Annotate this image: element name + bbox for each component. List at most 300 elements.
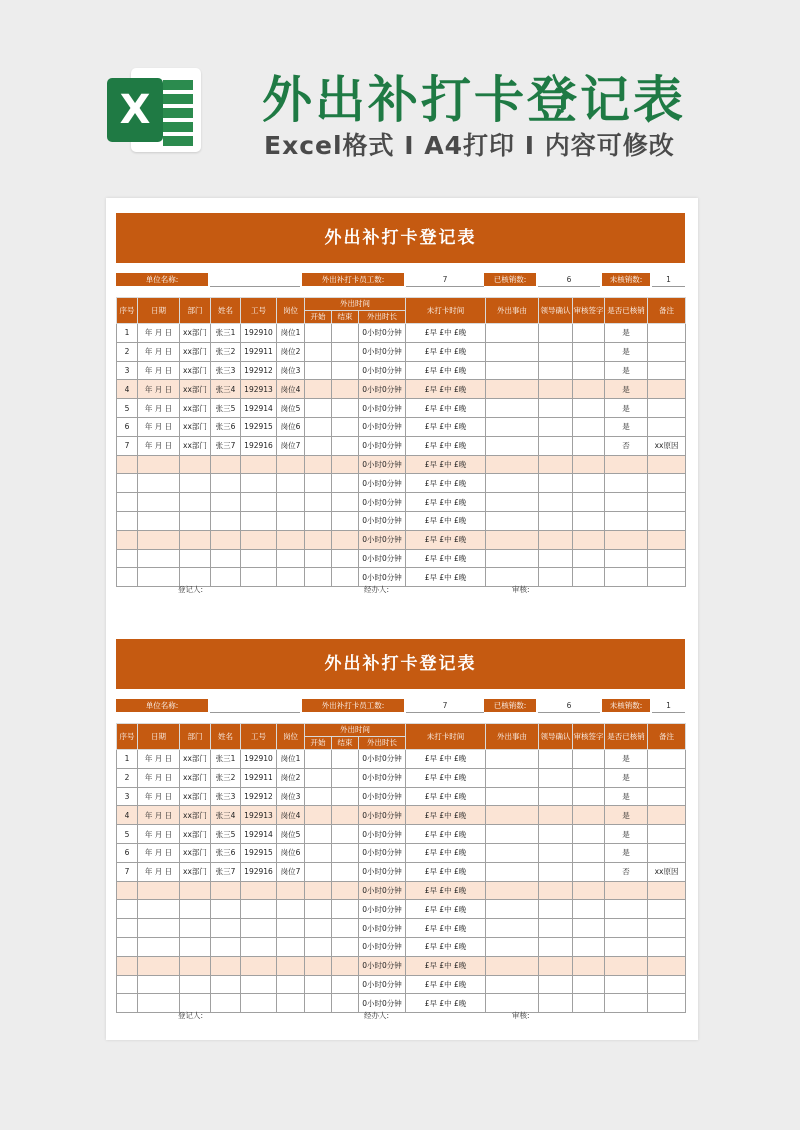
employee-count-value[interactable]: 7 [406,699,484,713]
cell-end[interactable] [332,474,359,493]
cell-end[interactable] [332,806,359,825]
cell-start[interactable] [305,511,332,530]
cell-audit[interactable] [573,768,605,787]
cell-start[interactable] [305,768,332,787]
cell-duration[interactable]: 0小时0分钟 [359,825,406,844]
cell-dept[interactable] [180,937,211,956]
cell-reason[interactable] [486,843,539,862]
cell-reason[interactable] [486,380,539,399]
cell-date[interactable]: 年 月 日 [138,342,180,361]
employee-count-value[interactable]: 7 [406,273,484,287]
cell-writeoff[interactable] [605,956,648,975]
cell-name[interactable]: 张三2 [211,342,241,361]
cell-audit[interactable] [573,881,605,900]
cell-seq[interactable]: 3 [117,361,138,380]
cell-audit[interactable] [573,919,605,938]
cell-seq[interactable]: 7 [117,436,138,455]
cell-note[interactable] [648,787,686,806]
cell-end[interactable] [332,361,359,380]
cell-reason[interactable] [486,342,539,361]
cell-writeoff[interactable]: 是 [605,417,648,436]
cell-missed[interactable]: £早 £中 £晚 [406,975,486,994]
cell-audit[interactable] [573,900,605,919]
cell-name[interactable] [211,900,241,919]
cell-missed[interactable]: £早 £中 £晚 [406,994,486,1013]
cell-writeoff[interactable]: 是 [605,380,648,399]
cell-end[interactable] [332,900,359,919]
cell-post[interactable] [277,511,305,530]
cell-dept[interactable]: xx部门 [180,787,211,806]
cell-end[interactable] [332,530,359,549]
cell-post[interactable]: 岗位3 [277,361,305,380]
cell-post[interactable]: 岗位6 [277,417,305,436]
cell-name[interactable]: 张三1 [211,324,241,343]
cell-start[interactable] [305,549,332,568]
cell-dept[interactable] [180,956,211,975]
cell-duration[interactable]: 0小时0分钟 [359,530,406,549]
cell-reason[interactable] [486,975,539,994]
cell-missed[interactable]: £早 £中 £晚 [406,436,486,455]
cell-end[interactable] [332,787,359,806]
cell-id[interactable]: 192916 [241,436,277,455]
cell-start[interactable] [305,787,332,806]
cell-id[interactable]: 192912 [241,787,277,806]
cell-duration[interactable]: 0小时0分钟 [359,919,406,938]
cell-date[interactable] [138,493,180,512]
cell-date[interactable] [138,549,180,568]
cell-writeoff[interactable]: 是 [605,825,648,844]
cell-date[interactable]: 年 月 日 [138,750,180,769]
cell-date[interactable]: 年 月 日 [138,787,180,806]
cell-id[interactable]: 192915 [241,417,277,436]
cell-reason[interactable] [486,919,539,938]
cell-date[interactable] [138,455,180,474]
cell-audit[interactable] [573,806,605,825]
cell-name[interactable] [211,956,241,975]
cell-seq[interactable]: 6 [117,843,138,862]
cell-post[interactable]: 岗位4 [277,806,305,825]
cell-audit[interactable] [573,843,605,862]
cell-post[interactable]: 岗位4 [277,380,305,399]
cell-date[interactable] [138,919,180,938]
cell-post[interactable]: 岗位2 [277,342,305,361]
cell-end[interactable] [332,862,359,881]
cell-duration[interactable]: 0小时0分钟 [359,750,406,769]
cell-name[interactable]: 张三3 [211,361,241,380]
cell-start[interactable] [305,881,332,900]
cell-seq[interactable] [117,937,138,956]
cell-dept[interactable] [180,511,211,530]
cell-seq[interactable] [117,511,138,530]
cell-note[interactable] [648,549,686,568]
cell-id[interactable] [241,937,277,956]
cell-start[interactable] [305,937,332,956]
cell-start[interactable] [305,342,332,361]
cell-dept[interactable] [180,455,211,474]
cell-end[interactable] [332,342,359,361]
cell-end[interactable] [332,750,359,769]
cell-leader[interactable] [539,474,573,493]
cell-id[interactable]: 192910 [241,324,277,343]
cell-name[interactable] [211,975,241,994]
cell-leader[interactable] [539,324,573,343]
cell-seq[interactable] [117,956,138,975]
cell-date[interactable]: 年 月 日 [138,417,180,436]
cell-reason[interactable] [486,417,539,436]
writeoff-count-value[interactable]: 6 [538,273,600,287]
cell-date[interactable] [138,474,180,493]
cell-post[interactable] [277,956,305,975]
cell-id[interactable]: 192914 [241,399,277,418]
cell-note[interactable] [648,324,686,343]
cell-duration[interactable]: 0小时0分钟 [359,900,406,919]
cell-note[interactable] [648,825,686,844]
cell-note[interactable] [648,750,686,769]
cell-leader[interactable] [539,549,573,568]
cell-reason[interactable] [486,436,539,455]
cell-audit[interactable] [573,399,605,418]
cell-date[interactable]: 年 月 日 [138,825,180,844]
cell-name[interactable] [211,937,241,956]
cell-id[interactable]: 192910 [241,750,277,769]
cell-seq[interactable] [117,474,138,493]
cell-missed[interactable]: £早 £中 £晚 [406,342,486,361]
cell-writeoff[interactable] [605,511,648,530]
cell-audit[interactable] [573,474,605,493]
cell-end[interactable] [332,493,359,512]
cell-date[interactable] [138,956,180,975]
cell-end[interactable] [332,937,359,956]
cell-reason[interactable] [486,455,539,474]
cell-post[interactable] [277,919,305,938]
cell-leader[interactable] [539,900,573,919]
cell-dept[interactable] [180,493,211,512]
cell-writeoff[interactable]: 是 [605,768,648,787]
cell-writeoff[interactable]: 是 [605,750,648,769]
cell-duration[interactable]: 0小时0分钟 [359,787,406,806]
cell-date[interactable] [138,937,180,956]
cell-date[interactable]: 年 月 日 [138,436,180,455]
cell-reason[interactable] [486,787,539,806]
cell-start[interactable] [305,455,332,474]
cell-duration[interactable]: 0小时0分钟 [359,768,406,787]
cell-date[interactable]: 年 月 日 [138,380,180,399]
cell-audit[interactable] [573,975,605,994]
cell-audit[interactable] [573,511,605,530]
cell-seq[interactable]: 5 [117,825,138,844]
cell-start[interactable] [305,825,332,844]
cell-audit[interactable] [573,787,605,806]
cell-missed[interactable]: £早 £中 £晚 [406,380,486,399]
cell-reason[interactable] [486,549,539,568]
cell-date[interactable]: 年 月 日 [138,806,180,825]
cell-seq[interactable]: 7 [117,862,138,881]
cell-duration[interactable]: 0小时0分钟 [359,324,406,343]
cell-duration[interactable]: 0小时0分钟 [359,843,406,862]
cell-missed[interactable]: £早 £中 £晚 [406,768,486,787]
cell-missed[interactable]: £早 £中 £晚 [406,530,486,549]
cell-name[interactable] [211,511,241,530]
cell-reason[interactable] [486,324,539,343]
cell-leader[interactable] [539,380,573,399]
cell-writeoff[interactable]: 是 [605,324,648,343]
cell-reason[interactable] [486,825,539,844]
cell-reason[interactable] [486,956,539,975]
cell-duration[interactable]: 0小时0分钟 [359,436,406,455]
cell-post[interactable]: 岗位7 [277,436,305,455]
cell-start[interactable] [305,750,332,769]
cell-seq[interactable] [117,549,138,568]
cell-writeoff[interactable]: 否 [605,436,648,455]
cell-name[interactable] [211,881,241,900]
cell-reason[interactable] [486,862,539,881]
cell-note[interactable]: xx原因 [648,862,686,881]
cell-end[interactable] [332,956,359,975]
cell-leader[interactable] [539,530,573,549]
cell-id[interactable]: 192916 [241,862,277,881]
cell-end[interactable] [332,436,359,455]
cell-audit[interactable] [573,493,605,512]
cell-leader[interactable] [539,825,573,844]
cell-writeoff[interactable]: 是 [605,787,648,806]
cell-leader[interactable] [539,417,573,436]
cell-dept[interactable]: xx部门 [180,361,211,380]
cell-start[interactable] [305,493,332,512]
cell-date[interactable]: 年 月 日 [138,843,180,862]
cell-leader[interactable] [539,361,573,380]
cell-dept[interactable]: xx部门 [180,806,211,825]
cell-note[interactable] [648,342,686,361]
cell-end[interactable] [332,324,359,343]
unit-name-value[interactable] [210,699,300,713]
cell-end[interactable] [332,825,359,844]
cell-writeoff[interactable] [605,900,648,919]
cell-writeoff[interactable]: 是 [605,806,648,825]
cell-end[interactable] [332,975,359,994]
cell-note[interactable] [648,399,686,418]
cell-post[interactable] [277,881,305,900]
cell-seq[interactable]: 1 [117,324,138,343]
cell-audit[interactable] [573,380,605,399]
cell-start[interactable] [305,900,332,919]
cell-note[interactable] [648,881,686,900]
cell-post[interactable]: 岗位5 [277,825,305,844]
cell-post[interactable] [277,530,305,549]
cell-name[interactable] [211,493,241,512]
cell-post[interactable] [277,474,305,493]
cell-seq[interactable]: 2 [117,342,138,361]
cell-id[interactable] [241,493,277,512]
cell-reason[interactable] [486,881,539,900]
cell-duration[interactable]: 0小时0分钟 [359,474,406,493]
cell-seq[interactable]: 3 [117,787,138,806]
cell-start[interactable] [305,956,332,975]
cell-date[interactable] [138,881,180,900]
cell-writeoff[interactable] [605,937,648,956]
cell-name[interactable]: 张三7 [211,436,241,455]
cell-start[interactable] [305,380,332,399]
cell-start[interactable] [305,417,332,436]
cell-reason[interactable] [486,493,539,512]
cell-duration[interactable]: 0小时0分钟 [359,862,406,881]
cell-duration[interactable]: 0小时0分钟 [359,956,406,975]
cell-leader[interactable] [539,975,573,994]
cell-seq[interactable]: 4 [117,380,138,399]
cell-duration[interactable]: 0小时0分钟 [359,806,406,825]
cell-note[interactable] [648,843,686,862]
cell-missed[interactable]: £早 £中 £晚 [406,787,486,806]
cell-date[interactable]: 年 月 日 [138,399,180,418]
cell-duration[interactable]: 0小时0分钟 [359,511,406,530]
cell-note[interactable] [648,975,686,994]
cell-note[interactable] [648,511,686,530]
cell-dept[interactable]: xx部门 [180,380,211,399]
cell-note[interactable] [648,806,686,825]
cell-start[interactable] [305,399,332,418]
cell-post[interactable] [277,549,305,568]
cell-dept[interactable] [180,881,211,900]
cell-start[interactable] [305,862,332,881]
cell-writeoff[interactable] [605,975,648,994]
cell-dept[interactable] [180,900,211,919]
cell-missed[interactable]: £早 £中 £晚 [406,324,486,343]
cell-end[interactable] [332,768,359,787]
cell-seq[interactable] [117,530,138,549]
cell-post[interactable]: 岗位6 [277,843,305,862]
cell-seq[interactable]: 1 [117,750,138,769]
cell-audit[interactable] [573,530,605,549]
cell-missed[interactable]: £早 £中 £晚 [406,361,486,380]
cell-note[interactable] [648,937,686,956]
cell-missed[interactable]: £早 £中 £晚 [406,455,486,474]
cell-end[interactable] [332,511,359,530]
cell-post[interactable]: 岗位2 [277,768,305,787]
cell-start[interactable] [305,806,332,825]
cell-missed[interactable]: £早 £中 £晚 [406,956,486,975]
cell-duration[interactable]: 0小时0分钟 [359,994,406,1013]
cell-start[interactable] [305,361,332,380]
cell-dept[interactable] [180,919,211,938]
cell-post[interactable]: 岗位7 [277,862,305,881]
cell-start[interactable] [305,975,332,994]
cell-reason[interactable] [486,900,539,919]
pending-count-value[interactable]: 1 [652,699,685,713]
cell-missed[interactable]: £早 £中 £晚 [406,493,486,512]
cell-name[interactable] [211,549,241,568]
cell-missed[interactable]: £早 £中 £晚 [406,843,486,862]
cell-start[interactable] [305,324,332,343]
cell-leader[interactable] [539,436,573,455]
cell-post[interactable] [277,900,305,919]
cell-reason[interactable] [486,530,539,549]
cell-leader[interactable] [539,399,573,418]
cell-duration[interactable]: 0小时0分钟 [359,399,406,418]
cell-id[interactable]: 192915 [241,843,277,862]
cell-reason[interactable] [486,474,539,493]
cell-seq[interactable] [117,881,138,900]
cell-missed[interactable]: £早 £中 £晚 [406,417,486,436]
cell-name[interactable]: 张三5 [211,825,241,844]
cell-dept[interactable]: xx部门 [180,324,211,343]
cell-writeoff[interactable]: 是 [605,399,648,418]
cell-end[interactable] [332,919,359,938]
cell-audit[interactable] [573,417,605,436]
cell-note[interactable] [648,900,686,919]
cell-writeoff[interactable]: 是 [605,361,648,380]
cell-id[interactable] [241,919,277,938]
cell-audit[interactable] [573,361,605,380]
cell-dept[interactable] [180,975,211,994]
cell-name[interactable]: 张三5 [211,399,241,418]
cell-missed[interactable]: £早 £中 £晚 [406,937,486,956]
cell-reason[interactable] [486,511,539,530]
cell-name[interactable]: 张三4 [211,380,241,399]
cell-end[interactable] [332,881,359,900]
cell-audit[interactable] [573,825,605,844]
cell-leader[interactable] [539,919,573,938]
cell-audit[interactable] [573,455,605,474]
cell-date[interactable] [138,900,180,919]
cell-start[interactable] [305,474,332,493]
cell-id[interactable] [241,900,277,919]
cell-note[interactable] [648,493,686,512]
cell-reason[interactable] [486,937,539,956]
cell-audit[interactable] [573,937,605,956]
cell-dept[interactable] [180,549,211,568]
cell-audit[interactable] [573,549,605,568]
cell-end[interactable] [332,399,359,418]
cell-reason[interactable] [486,806,539,825]
cell-dept[interactable]: xx部门 [180,825,211,844]
cell-note[interactable] [648,361,686,380]
cell-missed[interactable]: £早 £中 £晚 [406,881,486,900]
cell-duration[interactable]: 0小时0分钟 [359,342,406,361]
cell-date[interactable]: 年 月 日 [138,324,180,343]
cell-note[interactable] [648,530,686,549]
cell-leader[interactable] [539,750,573,769]
writeoff-count-value[interactable]: 6 [538,699,600,713]
cell-duration[interactable]: 0小时0分钟 [359,493,406,512]
cell-id[interactable] [241,511,277,530]
cell-end[interactable] [332,549,359,568]
cell-leader[interactable] [539,787,573,806]
cell-note[interactable] [648,768,686,787]
cell-id[interactable] [241,881,277,900]
cell-start[interactable] [305,436,332,455]
cell-leader[interactable] [539,806,573,825]
cell-name[interactable]: 张三3 [211,787,241,806]
cell-note[interactable] [648,455,686,474]
cell-note[interactable] [648,919,686,938]
cell-missed[interactable]: £早 £中 £晚 [406,825,486,844]
cell-note[interactable] [648,474,686,493]
cell-name[interactable] [211,530,241,549]
cell-missed[interactable]: £早 £中 £晚 [406,511,486,530]
cell-name[interactable]: 张三7 [211,862,241,881]
cell-dept[interactable]: xx部门 [180,750,211,769]
cell-reason[interactable] [486,361,539,380]
cell-writeoff[interactable] [605,530,648,549]
cell-audit[interactable] [573,436,605,455]
cell-start[interactable] [305,919,332,938]
cell-dept[interactable]: xx部门 [180,436,211,455]
cell-leader[interactable] [539,881,573,900]
cell-id[interactable]: 192913 [241,380,277,399]
cell-name[interactable]: 张三2 [211,768,241,787]
cell-writeoff[interactable]: 否 [605,862,648,881]
cell-missed[interactable]: £早 £中 £晚 [406,549,486,568]
cell-seq[interactable]: 2 [117,768,138,787]
